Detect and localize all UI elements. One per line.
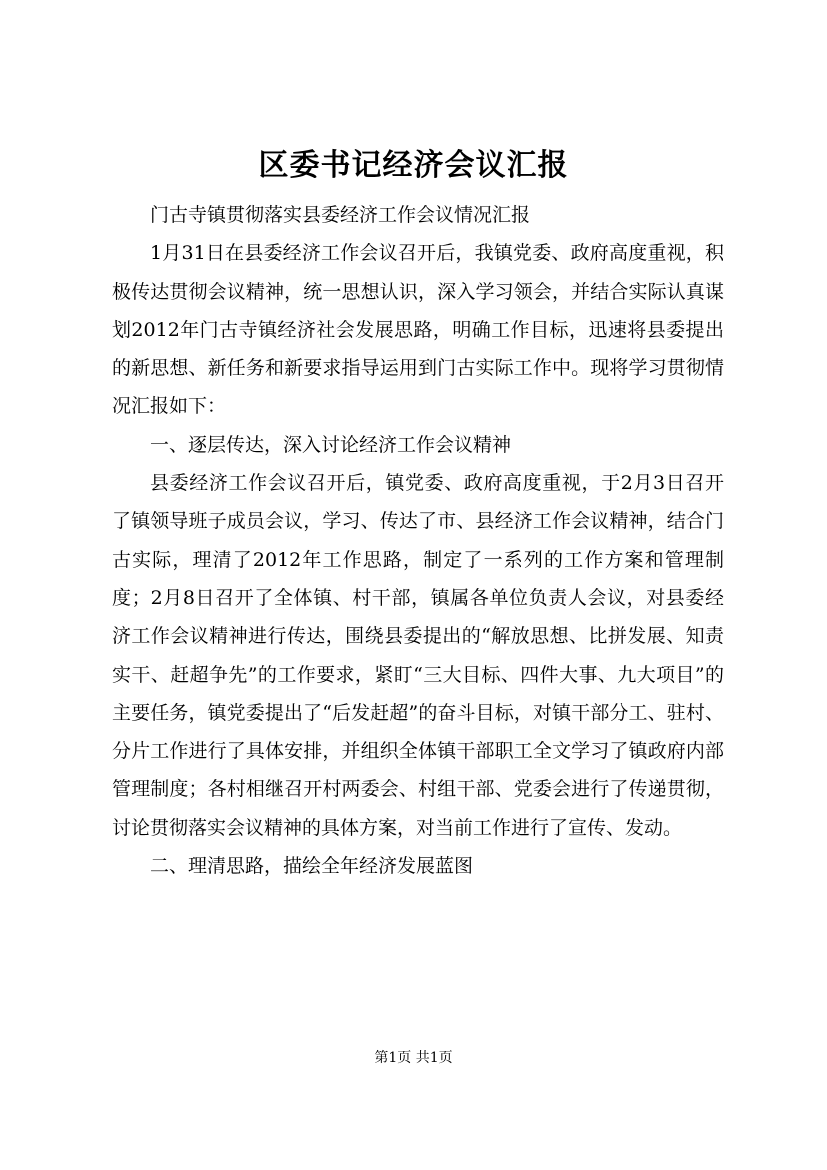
section-heading-2: 二、理清思路，描绘全年经济发展蓝图 xyxy=(150,855,474,878)
document-body xyxy=(112,196,724,885)
intro-paragraph: 1月31日在县委经济工作会议召开后，我镇党委、政府高度重视，积极传达贯彻会议精神，统一思想认识，深入学习领会，并结合实际认真谋划2012年门古寺镇经济社会发展思路，明确工作目标，迅速将县委提出的新思想、新任务和新要求指导运用到门古实际工作中。现将学习贯彻情况汇报如下： xyxy=(112,242,724,418)
section-1-paragraph: 县委经济工作会议召开后，镇党委、政府高度重视，于2月3日召开了镇领导班子成员会议，学习、传达了市、县经济工作会议精神，结合门古实际，理清了2012年工作思路，制定了一系列的工作方案和管理制度；2月8日召开了全体镇、村干部，镇属各单位负责人会议，对县委经济工作会议精神进行传达，围绕县委提出的“解放思想、比拼发展、知责实干、赶超争先”的工作要求，紧盯“三大目标、四件大事、九大项目”的主要任务，镇党委提出了“后发赶超”的奋斗目标，对镇干部分工、驻村、分片工作进行了具体安排，并组织全体镇干部职工全文学习了镇政府内部管理制度；各村相继召开村两委会、村组干部、党委会进行了传递贯彻，讨论贯彻落实会议精神的具体方案，对当前工作进行了宣传、发动。 xyxy=(112,472,724,839)
page-number-footer: 第1页 共1页 xyxy=(374,1050,453,1066)
section-heading-1: 一、逐层传达，深入讨论经济工作会议精神 xyxy=(150,433,512,456)
document-title: 区委书记经济会议汇报 xyxy=(258,148,569,183)
subtitle-paragraph: 门古寺镇贯彻落实县委经济工作会议情况汇报 xyxy=(150,204,531,226)
